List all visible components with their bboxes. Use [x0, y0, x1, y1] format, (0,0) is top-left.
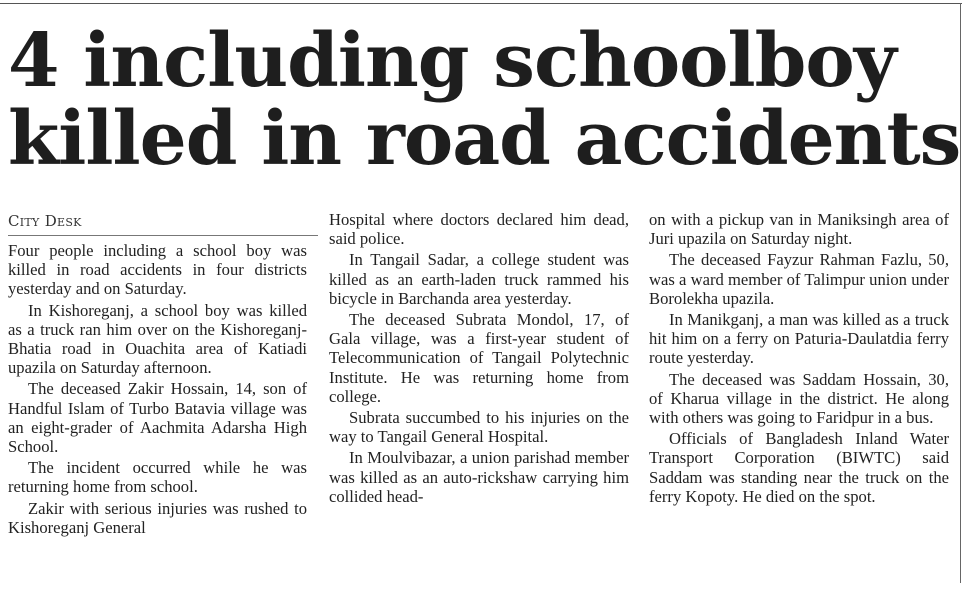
paragraph: In Moulvibazar, a union parishad member was killed as an auto-rickshaw carrying him collided head-	[329, 448, 629, 506]
headline-line-1: 4 including schoolboy	[8, 18, 896, 104]
article-column-3	[649, 210, 949, 508]
paragraph: The deceased Subrata Mondol, 17, of Gala village, was a first-year student of Telecommunication of Tangail Polytechnic Institute. He was returning home from college.	[329, 310, 629, 406]
byline: City Desk	[8, 212, 318, 236]
paragraph: Subrata succumbed to his injuries on the way to Tangail General Hospital.	[329, 408, 629, 447]
top-rule	[0, 3, 962, 4]
paragraph: In Manikganj, a man was killed as a truck hit him on a ferry on Paturia-Daulatdia ferry route yesterday.	[649, 310, 949, 368]
column-rule	[960, 3, 961, 583]
headline-line-2: killed in road accidents	[8, 96, 961, 182]
paragraph: The deceased was Saddam Hossain, 30, of Kharua village in the district. He along with others was going to Faridpur in a bus.	[649, 369, 949, 428]
paragraph: The deceased Zakir Hossain, 14, son of Handful Islam of Turbo Batavia village was an eight-grader of Aachmita Adarsha High School.	[8, 379, 307, 457]
headline	[8, 18, 961, 182]
article-column-2	[329, 210, 629, 508]
paragraph: The deceased Fayzur Rahman Fazlu, 50, was a ward member of Talimpur union under Borolekha upazila.	[649, 250, 949, 308]
paragraph: In Tangail Sadar, a college student was killed as an earth-laden truck rammed his bicycle in Barchanda area yesterday.	[329, 250, 629, 308]
paragraph: In Kishoreganj, a school boy was killed as a truck ran him over on the Kishoreganj-Bhatia road in Ouachita area of Katiadi upazila on Saturday afternoon.	[8, 300, 307, 378]
paragraph: Four people including a school boy was killed in road accidents in four districts yesterday and on Saturday.	[8, 241, 307, 299]
paragraph: Zakir with serious injuries was rushed to Kishoreganj General	[8, 498, 307, 537]
paragraph: Hospital where doctors declared him dead, said police.	[329, 210, 629, 249]
paragraph: Officials of Bangladesh Inland Water Transport Corporation (BIWTC) said Saddam was standing near the truck on the ferry Kopoty. He died on the spot.	[649, 429, 949, 506]
paragraph: The incident occurred while he was returning home from school.	[8, 458, 307, 497]
article-column-1	[8, 241, 307, 539]
paragraph: on with a pickup van in Maniksingh area of Juri upazila on Saturday night.	[649, 210, 949, 249]
